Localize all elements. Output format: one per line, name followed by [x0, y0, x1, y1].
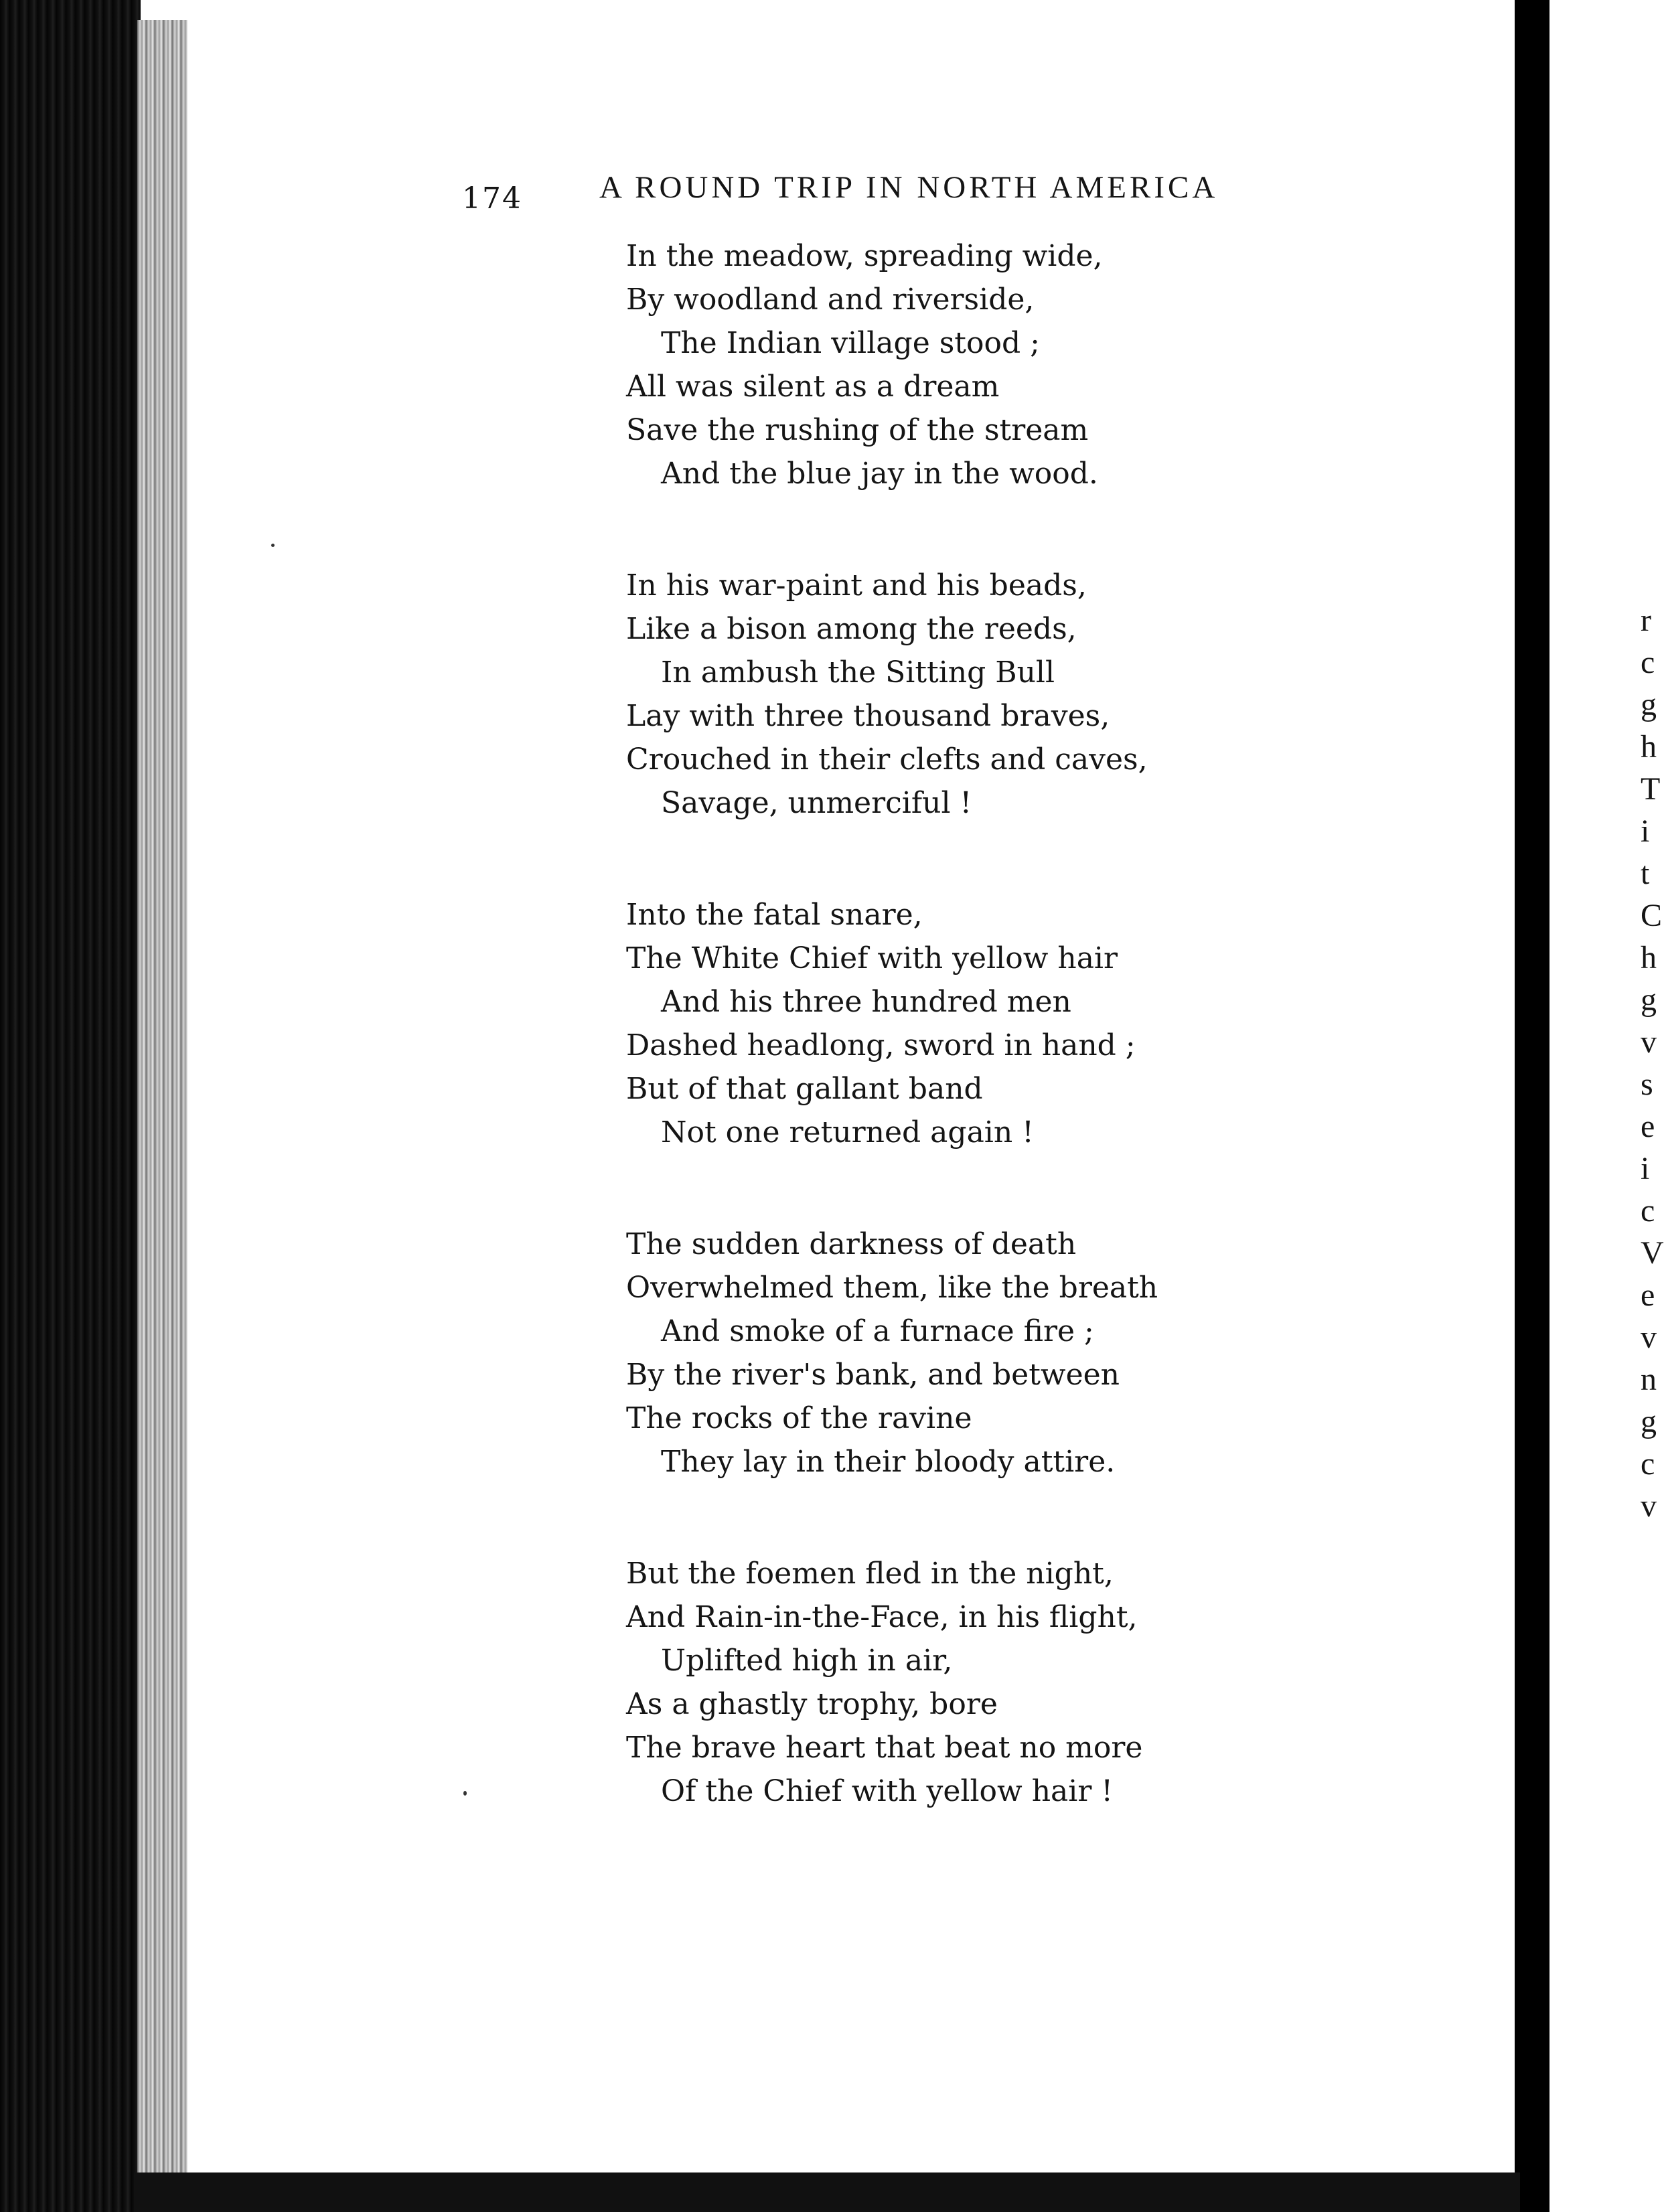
poem-line: But of that gallant band	[626, 1072, 983, 1106]
poem-line: In the meadow, spreading wide,	[626, 239, 1103, 273]
poem-line: By the river's bank, and between	[626, 1358, 1120, 1392]
poem-line: They lay in their bloody attire.	[661, 1445, 1116, 1479]
page-stack-edges	[137, 20, 187, 2179]
poem-line: Dashed headlong, sword in hand ;	[626, 1028, 1136, 1062]
poem-line: As a ghastly trophy, bore	[626, 1687, 998, 1721]
facing-page-letter: i	[1641, 1151, 1650, 1186]
poem-line: And the blue jay in the wood.	[661, 457, 1098, 491]
facing-page-letter: c	[1641, 645, 1655, 680]
scan-bottom-edge	[134, 2172, 1520, 2212]
facing-page-letter: t	[1641, 856, 1650, 891]
facing-page-letter: e	[1641, 1109, 1655, 1144]
stanza	[626, 1552, 1242, 1813]
poem-line: The rocks of the ravine	[626, 1401, 972, 1435]
facing-page-letter: v	[1641, 1024, 1657, 1060]
facing-page-text-fragment	[1641, 599, 1664, 1527]
poem-line: Overwhelmed them, like the breath	[626, 1271, 1158, 1305]
facing-page-letter: g	[1641, 982, 1657, 1018]
facing-page-letter: h	[1641, 729, 1657, 765]
facing-page-letter: c	[1641, 1193, 1655, 1229]
poem-line: Crouched in their clefts and caves,	[626, 742, 1148, 777]
facing-page-letter: c	[1641, 1446, 1655, 1482]
stanza	[626, 893, 1242, 1154]
poem-line: The Indian village stood ;	[661, 326, 1040, 360]
facing-page-letter: v	[1641, 1320, 1657, 1355]
facing-page-letter: V	[1641, 1235, 1664, 1271]
stanza	[626, 1222, 1242, 1484]
poem-line: Uplifted high in air,	[661, 1644, 953, 1678]
poem-line: The White Chief with yellow hair	[626, 941, 1118, 975]
poem-line: Savage, unmerciful !	[661, 786, 972, 820]
poem-line: The sudden darkness of death	[626, 1227, 1077, 1261]
running-head-title: A ROUND TRIP IN NORTH AMERICA	[599, 170, 1219, 205]
poem-line: And Rain-in-the-Face, in his flight,	[626, 1600, 1138, 1634]
facing-page-letter: n	[1641, 1362, 1657, 1397]
poem-line: All was silent as a dream	[626, 370, 1000, 404]
book-gutter	[1515, 0, 1549, 2212]
scan-left-edge	[0, 0, 141, 2212]
facing-page-letter: T	[1641, 771, 1661, 807]
poem-line: In his war-paint and his beads,	[626, 568, 1087, 603]
facing-page-letter: h	[1641, 940, 1657, 975]
poem-line: Save the rushing of the stream	[626, 413, 1089, 447]
facing-page-letter: g	[1641, 687, 1657, 722]
facing-page-letter: i	[1641, 813, 1650, 849]
scan-speck	[271, 544, 275, 547]
poem-line: Lay with three thousand braves,	[626, 699, 1110, 733]
poem-line: And smoke of a furnace fire ;	[661, 1314, 1094, 1348]
poem-line: The brave heart that beat no more	[626, 1731, 1143, 1765]
poem	[626, 234, 1242, 1881]
page-number: 174	[462, 181, 522, 216]
poem-line: But the foemen fled in the night,	[626, 1557, 1114, 1591]
poem-line: By woodland and riverside,	[626, 283, 1035, 317]
facing-page-letter: g	[1641, 1404, 1657, 1439]
facing-page-letter: v	[1641, 1488, 1657, 1524]
poem-line: Of the Chief with yellow hair !	[661, 1774, 1114, 1808]
poem-line: Not one returned again !	[661, 1115, 1034, 1150]
poem-line: Like a bison among the reeds,	[626, 612, 1077, 646]
stanza	[626, 564, 1242, 825]
stanza	[626, 234, 1242, 495]
facing-page-letter: C	[1641, 898, 1663, 933]
facing-page-letter: s	[1641, 1066, 1653, 1102]
poem-line: In ambush the Sitting Bull	[661, 655, 1055, 690]
facing-page-letter: e	[1641, 1277, 1655, 1313]
running-head	[462, 164, 1373, 224]
facing-page-letter: r	[1641, 603, 1651, 638]
scan-speck	[463, 1791, 467, 1796]
poem-line: Into the fatal snare,	[626, 898, 923, 932]
poem-line: And his three hundred men	[661, 985, 1071, 1019]
